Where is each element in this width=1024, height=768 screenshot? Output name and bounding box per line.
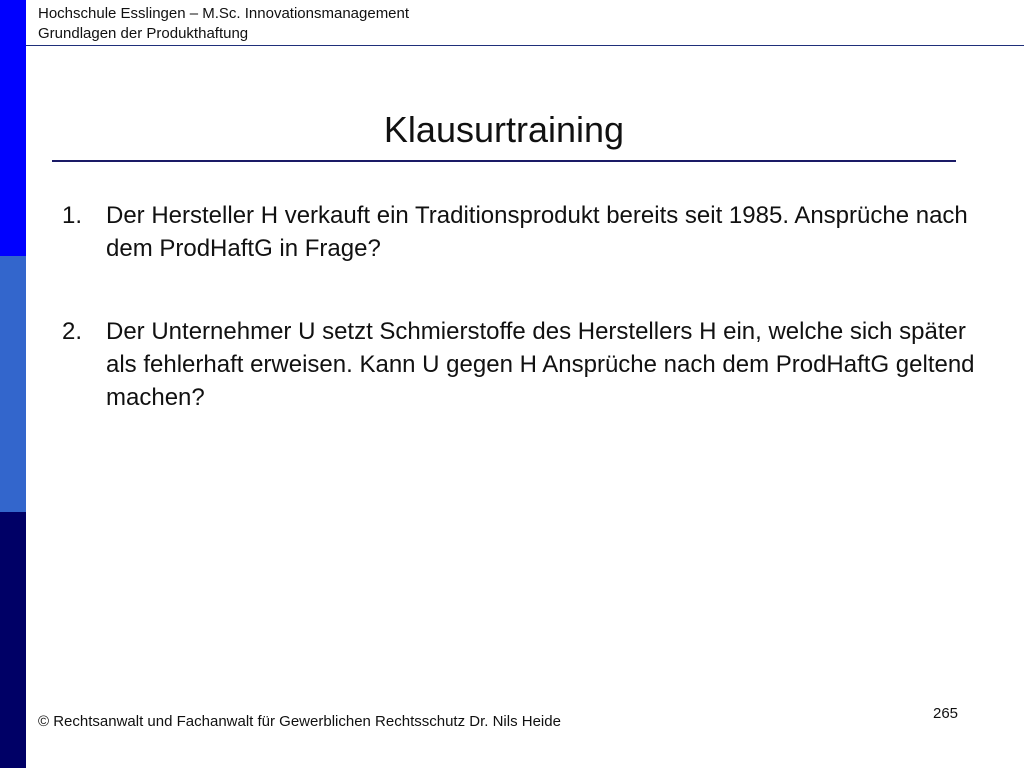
header-course: Grundlagen der Produkthaftung xyxy=(38,25,249,42)
side-bar-segment-middle xyxy=(0,256,26,512)
header-institution: Hochschule Esslingen – M.Sc. Innovationsmanagement xyxy=(38,5,410,22)
question-item-2 xyxy=(62,315,992,414)
header-divider xyxy=(26,45,1024,46)
side-bar-segment-top xyxy=(0,0,26,256)
slide-header xyxy=(38,4,409,44)
slide-title: Klausurtraining xyxy=(383,109,625,150)
side-bar xyxy=(0,0,26,768)
question-number: 1. xyxy=(62,202,83,229)
page-number: 265 xyxy=(933,705,959,722)
question-text: Der Hersteller H verkauft ein Traditionsprodukt bereits seit 1985. Ansprüche nach dem ProdHaftG in Frage? xyxy=(106,202,968,262)
question-text: Der Unternehmer U setzt Schmierstoffe des Herstellers H ein, welche sich später als fehlerhaft erweisen. Kann U gegen H Ansprüche nach dem ProdHaftG geltend machen? xyxy=(106,318,975,411)
title-underline xyxy=(52,160,956,162)
side-bar-segment-bottom xyxy=(0,512,26,768)
question-item-1 xyxy=(62,199,992,265)
question-number: 2. xyxy=(62,318,83,345)
footer-copyright: © Rechtsanwalt und Fachanwalt für Gewerblichen Rechtsschutz Dr. Nils Heide xyxy=(38,713,561,730)
